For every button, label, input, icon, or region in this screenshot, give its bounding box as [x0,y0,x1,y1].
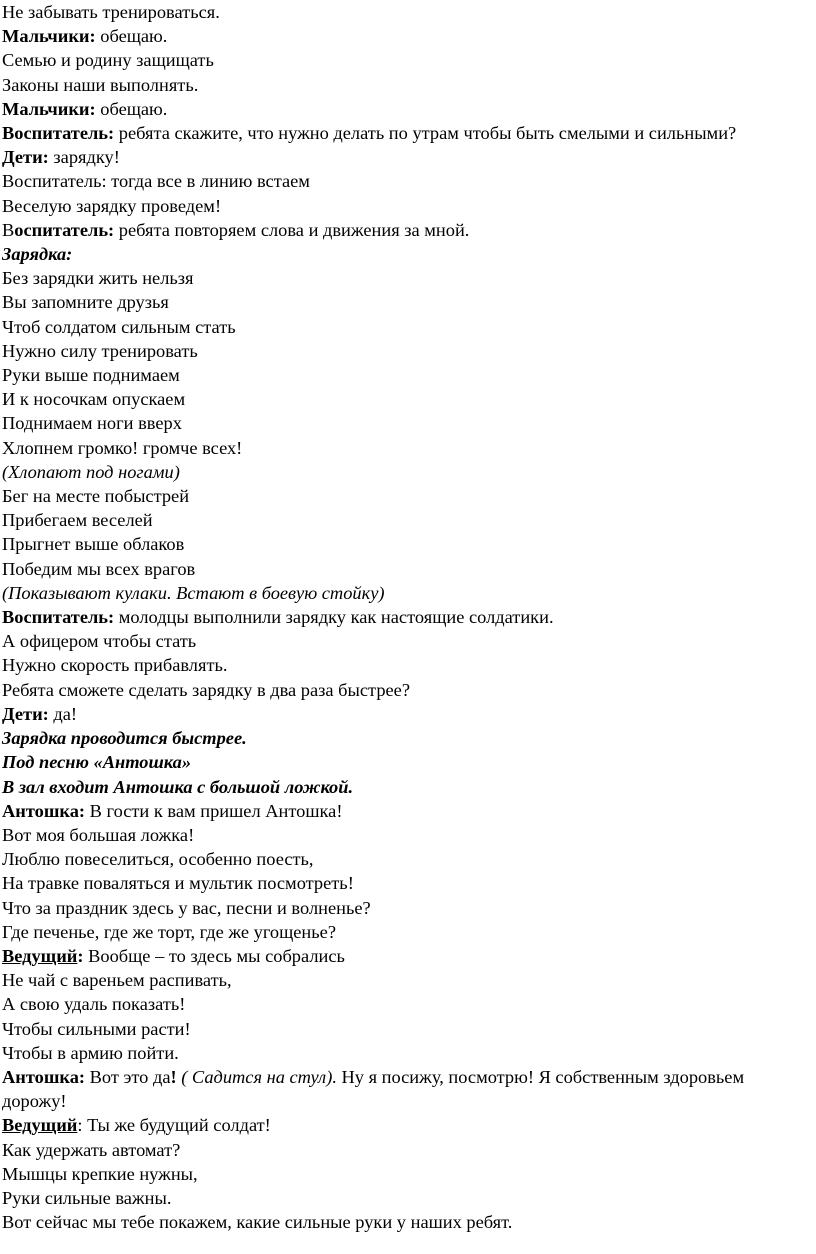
text-line: Что за праздник здесь у вас, песни и волненье? [2,897,371,918]
speaker-name: Воспитатель: [2,607,115,628]
speaker-name: Ведущий [2,1115,78,1136]
speaker-line: Антошка: В гости к вам пришел Антошка! [2,800,343,821]
text-line: Где печенье, где же торт, где же угощенье? [2,921,336,942]
verse-line: Вы запомните друзья [2,292,169,313]
speaker-line: Дети: зарядку! [2,147,120,168]
verse-line: Прыгнет выше облаков [2,534,185,555]
text-line: Ребята сможете сделать зарядку в два раза быстрее? [2,679,411,700]
text-line: Вот моя большая ложка! [2,824,195,845]
speaker-line: Антошка: Вот это да! ( Садится на стул). Ну я посижу, посмотрю! Я собственным здоровьем дорожу! [2,1066,745,1112]
verse-line: Нужно силу тренировать [2,340,198,361]
text-line: Вот сейчас мы тебе покажем, какие сильные руки у наших ребят. [2,1212,513,1233]
speaker-name: Антошка: [2,800,86,821]
text-line: Семью и родину защищать [2,50,214,71]
speaker-name: оспитатель: [14,219,115,240]
speaker-name: Воспитатель: [2,123,115,144]
speaker-name: Антошка: [2,1066,86,1087]
text-line: На травке поваляться и мультик посмотреть! [2,873,354,894]
speaker-line: Ведущий: Вообще – то здесь мы собрались [2,945,345,966]
speaker-line: Воспитатель: ребята скажите, что нужно делать по утрам чтобы быть смелыми и сильными? [2,123,737,144]
stage-direction: В зал входит Антошка с большой ложкой. [2,776,354,797]
speaker-name: Мальчики: [2,26,96,47]
text-line: Люблю повеселиться, особенно поесть, [2,849,314,870]
speaker-name: Дети: [2,147,49,168]
speaker-line: Мальчики: обещаю. [2,98,168,119]
stage-remark: (Показывают кулаки. Встают в боевую стойку) [2,582,385,603]
verse-line: Руки выше поднимаем [2,365,180,386]
speaker-line: Ведущий: Ты же будущий солдат! [2,1115,271,1136]
section-heading: Зарядка: [2,244,73,265]
text-line: Нужно скорость прибавлять. [2,655,228,676]
stage-remark: (Хлопают под ногами) [2,461,180,482]
text-line: Воспитатель: тогда все в линию встаем [2,171,310,192]
verse-line: Победим мы всех врагов [2,558,196,579]
verse-line: И к носочкам опускаем [2,389,186,410]
stage-direction: Под песню «Антошка» [2,752,192,773]
speaker-name: Ведущий [2,945,78,966]
text-line: Не забывать тренироваться. [2,2,220,22]
stage-remark: ( Садится на стул). [176,1066,337,1087]
speaker-name: Дети: [2,703,49,724]
verse-line: Прибегаем веселей [2,510,153,531]
speaker-line: Воспитатель: ребята повторяем слова и движения за мной. [2,219,470,240]
text-line: Чтобы сильными расти! [2,1018,191,1039]
text-line: Как удержать автомат? [2,1139,181,1160]
text-line: Мышцы крепкие нужны, [2,1163,198,1184]
speaker-line: Мальчики: обещаю. [2,26,168,47]
text-line: Законы наши выполнять. [2,74,199,95]
verse-line: Без зарядки жить нельзя [2,268,194,289]
speaker-name: Мальчики: [2,98,96,119]
verse-line: Хлопнем громко! громче всех! [2,437,243,458]
text-line: Чтобы в армию пойти. [2,1042,179,1063]
verse-line: Бег на месте побыстрей [2,486,190,507]
text-line: Веселую зарядку проведем! [2,195,222,216]
text-line: Руки сильные важны. [2,1187,172,1208]
text-line: А свою удаль показать! [2,994,186,1015]
speaker-line: Дети: да! [2,703,78,724]
verse-line: Поднимаем ноги вверх [2,413,182,434]
stage-direction: Зарядка проводится быстрее. [2,728,247,749]
text-line: А офицером чтобы стать [2,631,197,652]
verse-line: Чтоб солдатом сильным стать [2,316,236,337]
text-line: Не чай с вареньем распивать, [2,970,232,991]
speaker-line: Воспитатель: молодцы выполнили зарядку как настоящие солдатики. [2,607,554,628]
